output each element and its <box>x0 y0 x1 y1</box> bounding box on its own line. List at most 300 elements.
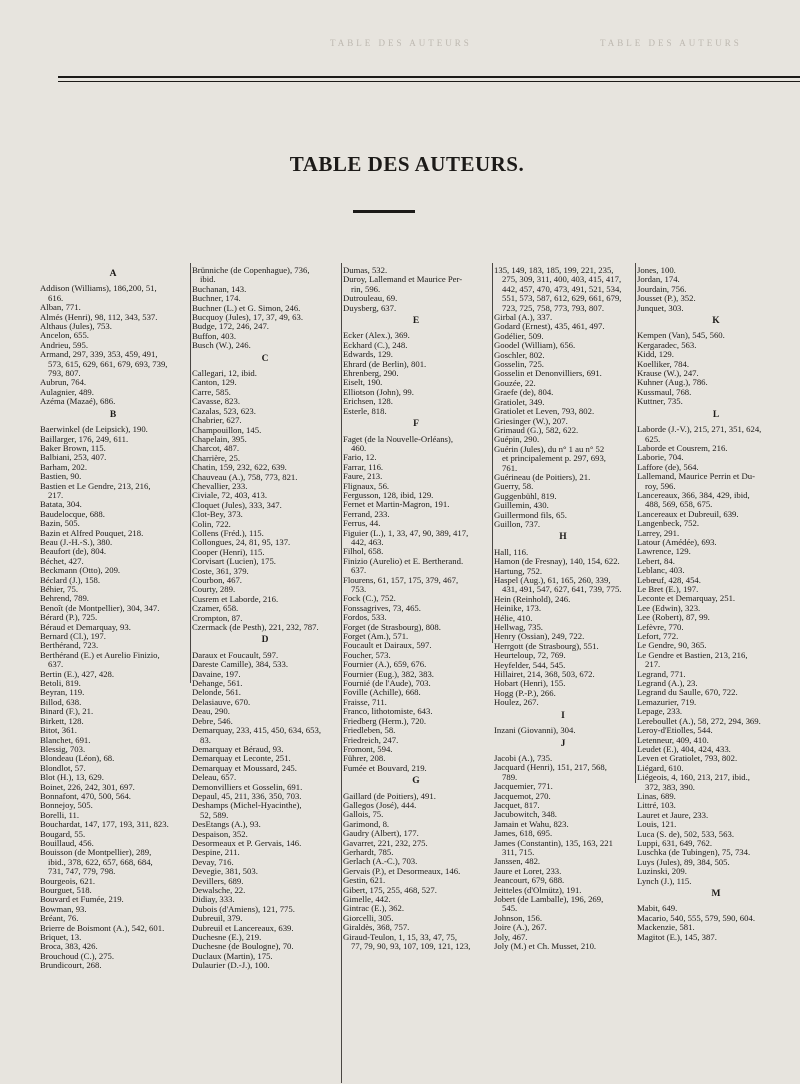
index-entry: Le Gendre, 90, 365. <box>637 641 707 651</box>
index-entry: Barham, 202. <box>40 462 88 472</box>
index-entry: Ehrard (de Berlin), 801. <box>343 359 427 369</box>
index-entry: Führer, 208. <box>343 754 386 764</box>
index-entry: Coste, 361, 379. <box>192 566 249 576</box>
section-letter: H <box>559 532 569 543</box>
index-entry: Gervais (P.), et Desormeaux, 146. <box>343 866 461 876</box>
index-entry: Luschka (de Tubingen), 75, 734. <box>637 848 751 858</box>
index-entry: Dubois (d'Amiens), 121, 775. <box>192 904 295 914</box>
index-entry: Bourgeois, 621. <box>40 876 96 886</box>
index-entry: Demarquay et Moussard, 245. <box>192 763 297 773</box>
index-entry: Collens (Fréd.), 115. <box>192 528 264 538</box>
index-entry: Didiay, 333. <box>192 895 235 905</box>
top-rule-1 <box>58 76 800 78</box>
index-entry: Bernard (Cl.), 197. <box>40 632 106 642</box>
index-entry: Lauret et Jaure, 233. <box>637 810 709 820</box>
index-entry: Bastien, 90. <box>40 472 82 482</box>
index-column-3 <box>343 266 491 951</box>
index-entry: Brierre de Boismont (A.), 542, 601. <box>40 923 165 933</box>
index-entry: Fumée et Bouvard, 219. <box>343 763 427 773</box>
index-entry: Guérin (Jules), du n° 1 au n° 52 <box>494 444 605 454</box>
index-entry: Blondeau (Léon), 68. <box>40 754 115 764</box>
index-entry-continuation: 551, 573, 587, 612, 629, 661, 679, <box>502 294 622 304</box>
index-entry: Jordan, 174. <box>637 275 680 285</box>
index-entry: Bonnafont, 470, 500, 564. <box>40 791 131 801</box>
section-letter: F <box>413 419 421 430</box>
index-entry: Champouillon, 145. <box>192 425 262 435</box>
index-entry: Gaudry (Albert), 177. <box>343 829 419 839</box>
index-entry: Joire (A.), 267. <box>494 923 547 933</box>
index-entry: Delasiauve, 670. <box>192 697 251 707</box>
index-entry: Bitot, 361. <box>40 726 77 736</box>
index-entry: Bougard, 55. <box>40 829 86 839</box>
index-entry: Linas, 689. <box>637 791 676 801</box>
index-entry: Czermack (de Pesth), 221, 232, 787. <box>192 623 319 633</box>
index-entry: Hobart (Henri), 155. <box>494 679 566 689</box>
index-entry: Blot (H.), 13, 629. <box>40 773 104 783</box>
index-entry: Bréant, 76. <box>40 914 79 924</box>
section-letter: A <box>109 269 119 279</box>
index-entry: Guépin, 290. <box>494 435 540 445</box>
index-entry: Buffon, 403. <box>192 331 237 341</box>
index-entry-continuation: 723, 725, 758, 773, 793, 807. <box>502 303 605 313</box>
index-entry: Lefèvre, 770. <box>637 622 684 632</box>
index-entry: Gratiolet, 349. <box>494 397 545 407</box>
index-entry: Lawrence, 129. <box>637 547 691 557</box>
index-entry: Blondlot, 57. <box>40 763 86 773</box>
index-entry: Bastien et Le Gendre, 213, 216, <box>40 481 151 491</box>
index-entry: Langenbeck, 752. <box>637 519 699 529</box>
index-entry: Gestin, 621. <box>343 876 386 886</box>
index-entry: Devillers, 689. <box>192 876 244 886</box>
section-letter: B <box>109 409 119 420</box>
index-entry: Baerwinkel (de Leipsick), 190. <box>40 425 148 435</box>
index-entry: Jourdain, 756. <box>637 284 687 294</box>
index-entry: Heinike, 173. <box>494 604 542 614</box>
index-entry: Binard (F.), 21. <box>40 707 94 717</box>
index-entry: Forget (Am.), 571. <box>343 632 409 642</box>
index-entry: Foville (Achille), 668. <box>343 688 421 698</box>
index-column-4 <box>494 266 634 951</box>
index-entry: Legrand du Saulle, 670, 722. <box>637 688 738 698</box>
index-entry: Eiselt, 190. <box>343 378 383 388</box>
index-entry: Figuier (L.), 1, 33, 47, 90, 389, 417, <box>343 528 469 538</box>
index-entry: Fordos, 533. <box>343 613 387 623</box>
top-rule-2 <box>58 81 800 82</box>
index-entry: Fraisse, 711. <box>343 697 387 707</box>
index-entry: Jacquard (Henri), 151, 217, 568, <box>494 763 607 773</box>
index-entry: Gavarret, 221, 232, 275. <box>343 838 428 848</box>
index-entry: Bucquoy (Jules), 17, 37, 49, 63. <box>192 313 303 323</box>
index-entry: Chatin, 159, 232, 622, 639. <box>192 463 287 473</box>
index-entry: Charcot, 487. <box>192 444 240 454</box>
index-entry: Haspel (Aug.), 61, 165, 260, 339, <box>494 576 611 585</box>
index-entry: Behrend, 789. <box>40 594 89 604</box>
index-entry: Lemazurier, 719. <box>637 697 697 707</box>
index-entry: Koelliker, 784. <box>637 359 690 369</box>
index-entry: Faure, 213. <box>343 472 383 482</box>
index-entry: Devegie, 381, 503. <box>192 867 258 877</box>
index-entry: Andrieu, 595. <box>40 340 89 350</box>
index-entry: Fock (C.), 752. <box>343 594 396 604</box>
index-entry-continuation: 625. <box>645 434 661 444</box>
index-entry: Jousset (P.), 352. <box>637 294 696 304</box>
index-entry: Hillairet, 214, 368, 503, 672. <box>494 670 595 680</box>
index-entry: Foucher, 573. <box>343 650 391 660</box>
index-entry: Friedreich, 247. <box>343 735 399 745</box>
index-entry: Foucault et Dairaux, 597. <box>343 641 432 651</box>
index-entry: Baudelocque, 688. <box>40 509 105 519</box>
index-entry: Berthérand (E.) et Aurelio Finizio, <box>40 650 160 660</box>
section-letter: J <box>560 738 568 749</box>
index-entry: Gintrac (E.), 362. <box>343 904 405 914</box>
index-entry: Gaillard (de Poitiers), 491. <box>343 791 436 801</box>
index-entry-continuation: 789. <box>502 772 518 782</box>
index-entry: Birkett, 128. <box>40 716 84 726</box>
index-entry: Guerry, 58. <box>494 482 534 492</box>
index-entry: Gallegos (José), 444. <box>343 800 417 810</box>
index-entry: Bouillaud, 456. <box>40 838 94 848</box>
index-entry: Baker Brown, 115. <box>40 443 106 453</box>
index-entry: Deshamps (Michel-Hyacinthe), <box>192 801 302 811</box>
index-entry: Heurteloup, 72, 769. <box>494 651 566 661</box>
index-entry: Letenneur, 409, 410. <box>637 735 709 745</box>
index-entry: Dumas, 532. <box>343 266 388 275</box>
index-entry: Lancereaux, 366, 384, 429, ibid, <box>637 490 750 500</box>
index-entry-continuation: 637. <box>351 566 367 576</box>
index-entry: Jamain et Wahu, 823. <box>494 819 569 829</box>
index-entry: Larrey, 291. <box>637 528 680 538</box>
index-entry: Littré, 103. <box>637 801 676 811</box>
index-entry: Jacquet, 817. <box>494 800 540 810</box>
index-entry: Guillemin, 430. <box>494 501 549 511</box>
index-entry: Cloquet (Jules), 333, 347. <box>192 500 282 510</box>
index-entry-continuation: 460. <box>351 443 367 453</box>
index-entry-continuation: roy, 596. <box>645 481 676 491</box>
index-entry: Le Bret (E.), 197. <box>637 585 699 594</box>
index-entry: Giraud-Teulon, 1, 15, 33, 47, 75, <box>343 932 458 942</box>
index-entry: Ancelon, 655. <box>40 331 89 341</box>
index-entry: Herrgott (de Strasbourg), 551. <box>494 641 599 651</box>
index-entry: Houlez, 267. <box>494 698 539 708</box>
index-entry: Luzinski, 209. <box>637 867 687 877</box>
section-letter: G <box>412 776 422 787</box>
index-entry: Latour (Amédée), 693. <box>637 537 717 547</box>
index-entry-continuation: 761. <box>502 463 518 473</box>
index-entry: Friedberg (Herm.), 720. <box>343 716 427 726</box>
index-entry: Leroy-d'Etiolles, 544. <box>637 726 713 736</box>
index-entry: Heyfelder, 544, 545. <box>494 660 566 670</box>
index-entry-continuation: 793, 807. <box>48 369 81 379</box>
index-entry: Lee (Robert), 87, 99. <box>637 613 710 623</box>
index-entry-continuation: 753. <box>351 585 367 594</box>
index-entry: Gosselin et Denonvilliers, 691. <box>494 369 602 379</box>
bleed-through-text: TABLE DES AUTEURS <box>600 38 742 48</box>
index-entry: Duysberg, 637. <box>343 303 397 313</box>
index-entry: Kuhner (Aug.), 786. <box>637 378 708 388</box>
index-entry: Laborie, 704. <box>637 453 684 463</box>
index-entry: Briquet, 13. <box>40 933 82 943</box>
index-entry: Duchesne (E.), 219. <box>192 933 262 943</box>
index-entry: Leblanc, 403. <box>637 566 685 576</box>
index-entry-continuation: ibid. <box>200 275 216 285</box>
index-entry: Fournier (Eug.), 382, 383. <box>343 669 434 679</box>
index-entry: Gratiolet et Leven, 793, 802. <box>494 407 595 417</box>
index-entry-continuation: ibid., 378, 622, 657, 668, 684, <box>48 857 153 867</box>
index-entry: Jaure et Loret, 233. <box>494 866 562 876</box>
index-entry: Hein (Reinhold), 246. <box>494 594 571 604</box>
index-entry: Luys (Jules), 89, 384, 505. <box>637 857 730 867</box>
index-entry: Azéma (Mazaé), 686. <box>40 397 116 407</box>
index-entry-continuation: 311, 715. <box>502 847 535 857</box>
index-entry: 135, 149, 183, 185, 199, 221, 235, <box>494 266 614 275</box>
index-entry-continuation: 52, 589. <box>200 810 229 820</box>
index-entry: Laffore (de), 564. <box>637 462 699 472</box>
index-entry: Bouchardat, 147, 177, 193, 311, 823. <box>40 820 169 830</box>
index-entry: Le Gendre et Bastien, 213, 216, <box>637 650 748 660</box>
index-entry: Edwards, 129. <box>343 350 393 360</box>
index-entry: Godard (Ernest), 435, 461, 497. <box>494 322 605 332</box>
index-entry: Griesinger (W.), 207. <box>494 416 568 426</box>
index-entry: Grimaud (G.), 582, 622. <box>494 425 579 435</box>
index-entry-continuation: 616. <box>48 293 64 303</box>
index-entry: Gimelle, 442. <box>343 895 391 904</box>
index-entry: Johnson, 156. <box>494 913 543 923</box>
index-entry: Brundicourt, 268. <box>40 961 102 971</box>
index-entry: Buchner (L.) et G. Simon, 246. <box>192 303 301 313</box>
index-entry: Ehrenberg, 290. <box>343 369 399 379</box>
index-entry: Balbiani, 253, 407. <box>40 453 107 463</box>
index-entry: Guillermond fils, 65. <box>494 510 567 520</box>
index-entry: Jacobi (A.), 735. <box>494 753 553 763</box>
index-entry: Brouchoud (C.), 275. <box>40 951 115 961</box>
index-entry: Jacquemot, 270. <box>494 791 551 801</box>
index-entry: Demonvilliers et Gosselin, 691. <box>192 782 303 792</box>
index-entry: Boinet, 226, 242, 301, 697. <box>40 782 135 792</box>
index-entry: Hamon (de Fresnay), 140, 154, 622. <box>494 557 620 567</box>
index-entry: Ecker (Alex.), 369. <box>343 331 410 341</box>
bleed-through-text: TABLE DES AUTEURS <box>330 38 472 48</box>
index-entry: Lancereaux et Dubreuil, 639. <box>637 509 739 519</box>
index-entry: Bérard (P.), 725. <box>40 613 98 623</box>
index-entry: Jeitteles (d'Olmütz), 191. <box>494 885 582 895</box>
index-entry: Gallois, 75. <box>343 810 384 820</box>
index-entry-continuation: 217. <box>645 660 661 670</box>
index-entry: Addison (Williams), 186,200, 51, <box>40 284 157 294</box>
index-entry: Gibert, 175, 255, 468, 527. <box>343 885 437 895</box>
index-entry: Fonssagrives, 73, 465. <box>343 603 421 613</box>
index-entry: Benoît (de Montpellier), 304, 347. <box>40 603 160 613</box>
index-entry: Berthérand, 723. <box>40 641 99 651</box>
index-entry: Kempen (Van), 545, 560. <box>637 331 725 341</box>
index-column-2 <box>192 266 340 971</box>
index-entry: Despine, 211. <box>192 848 240 858</box>
index-entry: Guérineau (de Poitiers), 21. <box>494 472 591 482</box>
index-entry: Junquet, 303. <box>637 303 684 313</box>
index-entry: Broca, 383, 426. <box>40 942 98 952</box>
index-entry: Hellwag, 735. <box>494 623 543 633</box>
index-entry: Busch (W.), 246. <box>192 341 251 351</box>
index-entry: Leconte et Demarquay, 251. <box>637 594 736 604</box>
index-entry: Bertin (E.), 427, 428. <box>40 669 115 679</box>
index-entry: Janssen, 482. <box>494 857 541 867</box>
index-entry: Delonde, 561. <box>192 688 241 698</box>
index-entry: Lallemand, Maurice Perrin et Du- <box>637 472 755 482</box>
index-entry: Béchet, 427. <box>40 556 84 566</box>
index-entry: Fournier (A.), 659, 676. <box>343 660 427 670</box>
index-entry: Eckhard (C.), 248. <box>343 340 408 350</box>
index-entry: Faget (de la Nouvelle-Orléans), <box>343 434 453 444</box>
index-entry-continuation: 442, 463. <box>351 537 384 547</box>
index-entry: Demarquay, 233, 415, 450, 634, 653, <box>192 726 322 736</box>
section-letter: M <box>711 889 723 899</box>
index-entry: Kidd, 129. <box>637 350 674 360</box>
index-entry: Friedleben, 58. <box>343 726 396 736</box>
index-entry: Mackenzie, 581. <box>637 923 695 933</box>
index-entry: Dubreuil et Lancereaux, 639. <box>192 923 294 933</box>
index-entry: Batata, 304. <box>40 500 82 510</box>
index-entry: Joly, 467. <box>494 932 528 942</box>
column-divider <box>635 263 636 783</box>
index-entry: Mabit, 649. <box>637 904 678 914</box>
index-entry: Garimond, 8. <box>343 819 390 829</box>
index-entry: Desormeaux et P. Gervais, 146. <box>192 838 302 848</box>
index-entry: Deau, 290. <box>192 707 230 717</box>
index-entry: Jacquemier, 771. <box>494 782 553 792</box>
index-entry: Jobert (de Lamballe), 196, 269, <box>494 895 604 904</box>
index-entry: Beyran, 119. <box>40 688 85 698</box>
index-entry: Baillarger, 176, 249, 611. <box>40 434 129 444</box>
index-entry: Demarquay et Leconte, 251. <box>192 754 291 764</box>
index-entry: Cazalas, 523, 623. <box>192 406 256 416</box>
index-entry: Callegari, 12, ibid. <box>192 369 257 379</box>
index-column-1 <box>40 266 188 971</box>
index-entry: Jeancourt, 679, 688. <box>494 876 565 886</box>
index-entry: Giorcelli, 305. <box>343 913 394 923</box>
index-entry: Filhol, 658. <box>343 547 384 557</box>
index-entry: DesEtangs (A.), 93. <box>192 820 261 830</box>
index-entry: Brünniche (de Copenhague), 736, <box>192 266 310 275</box>
index-entry: Charrière, 25. <box>192 453 241 463</box>
index-entry: Lebœuf, 428, 454. <box>637 575 701 585</box>
index-entry: Leven et Gratiolet, 793, 802. <box>637 754 738 764</box>
index-entry: Czamer, 658. <box>192 604 239 614</box>
index-entry-continuation: 637. <box>48 660 64 670</box>
index-entry: Lee (Edwin), 323. <box>637 603 701 613</box>
index-entry: Lynch (J.), 115. <box>637 876 692 886</box>
section-letter: D <box>261 635 271 646</box>
index-entry: Lefort, 772. <box>637 632 679 642</box>
index-entry: Graefe (de), 804. <box>494 388 554 398</box>
index-entry: Joly (M.) et Ch. Musset, 210. <box>494 942 597 952</box>
index-entry: Forget (de Strasbourg), 808. <box>343 622 441 632</box>
column-divider <box>492 263 493 643</box>
index-entry: Daraux et Foucault, 597. <box>192 650 279 660</box>
index-entry: Laborde et Cousrem, 216. <box>637 443 728 453</box>
index-entry: Chevallier, 233. <box>192 481 248 491</box>
index-entry: Bowman, 93. <box>40 904 87 914</box>
index-entry: Bazin, 505. <box>40 519 80 529</box>
index-entry: Duroy, Lallemand et Maurice Per- <box>343 275 463 285</box>
index-entry: Devay, 716. <box>192 857 234 867</box>
index-entry-continuation: rin, 596. <box>351 284 381 294</box>
index-entry: Lereboullet (A.), 58, 272, 294, 369. <box>637 716 761 726</box>
index-entry: Louis, 121. <box>637 820 677 830</box>
section-letter: I <box>561 710 567 721</box>
index-entry: Bouvard et Fumée, 219. <box>40 895 124 905</box>
index-entry-continuation: 442, 457, 470, 473, 491, 521, 534, <box>502 284 622 294</box>
index-entry: Hall, 116. <box>494 547 529 557</box>
column-divider <box>190 263 191 683</box>
title-underline <box>353 210 415 213</box>
index-entry: Courbon, 467. <box>192 576 242 585</box>
index-entry: Bourguet, 518. <box>40 886 92 895</box>
index-entry: Budge, 172, 246, 247. <box>192 322 269 332</box>
index-entry: Duclaux (Martin), 175. <box>192 951 273 961</box>
section-letter: E <box>412 316 422 327</box>
index-entry: Béclard (J.), 158. <box>40 575 101 585</box>
index-entry: Debre, 546. <box>192 716 233 726</box>
index-entry: Flourens, 61, 157, 175, 379, 467, <box>343 575 459 585</box>
index-entry: Betoli, 819. <box>40 679 81 689</box>
index-entry: Dutrouleau, 69. <box>343 294 398 304</box>
section-letter: L <box>712 409 722 420</box>
index-entry: Blessig, 703. <box>40 744 86 754</box>
index-entry: Liégeois, 4, 160, 213, 217, ibid., <box>637 773 750 783</box>
index-entry: Collongues, 24, 81, 95, 137. <box>192 538 291 548</box>
index-entry: Franco, lithotomiste, 643. <box>343 707 433 717</box>
index-entry: Kergaradec, 563. <box>637 340 697 350</box>
index-entry: Hogg (P.-P.), 266. <box>494 688 556 698</box>
index-entry: Dubreuil, 379. <box>192 914 243 924</box>
index-entry: Guggenbühl, 819. <box>494 491 557 501</box>
index-entry-continuation: 83. <box>200 735 211 745</box>
index-entry: Fergusson, 128, ibid, 129. <box>343 490 434 500</box>
index-entry: James, 618, 695. <box>494 829 553 839</box>
index-entry: Althaus (Jules), 753. <box>40 322 112 332</box>
index-entry: Beaufort (de), 804. <box>40 547 107 557</box>
index-entry: Beckmann (Otto), 209. <box>40 566 121 576</box>
index-entry: Chapelain, 395. <box>192 434 247 444</box>
index-entry: Depaul, 45, 211, 336, 350, 703. <box>192 791 302 801</box>
index-entry: Kuttner, 735. <box>637 397 683 407</box>
index-entry: Fromont, 594. <box>343 744 393 754</box>
index-entry: Aulagnier, 489. <box>40 387 94 397</box>
index-entry: Krause (W.), 247. <box>637 369 699 379</box>
index-entry-continuation: 77, 79, 90, 93, 107, 109, 121, 123, <box>351 942 471 952</box>
index-column-5 <box>637 266 797 942</box>
index-entry: Giraldès, 368, 757. <box>343 923 410 933</box>
index-entry: Elliotson (John), 99. <box>343 387 414 397</box>
index-entry: Gerhardt, 785. <box>343 847 394 857</box>
index-entry: Girbal (A.), 337. <box>494 313 553 323</box>
index-entry: Civiale, 72, 403, 413. <box>192 491 268 501</box>
index-entry: Buchanan, 143. <box>192 284 247 294</box>
index-entry: Hélie, 410. <box>494 613 533 623</box>
index-entry: Béhier, 75. <box>40 585 79 594</box>
index-entry: Lebert, 84. <box>637 556 675 566</box>
index-entry: Henry (Ossian), 249, 722. <box>494 632 585 642</box>
index-entry: Cavasse, 823. <box>192 397 241 407</box>
index-entry: James (Constantin), 135, 163, 221 <box>494 838 613 848</box>
index-entry: Blanchet, 691. <box>40 735 91 745</box>
index-entry-continuation: 488, 569, 658, 675. <box>645 500 713 510</box>
index-entry: Lepage, 233. <box>637 707 683 717</box>
index-entry: Gerlach (A.-C.), 703. <box>343 857 418 867</box>
index-entry: Legrand (A.), 23. <box>637 679 698 689</box>
index-entry: Clot-Bey, 373. <box>192 510 243 520</box>
index-entry: Crompton, 87. <box>192 613 243 623</box>
index-entry: Kussmaul, 768. <box>637 387 692 397</box>
